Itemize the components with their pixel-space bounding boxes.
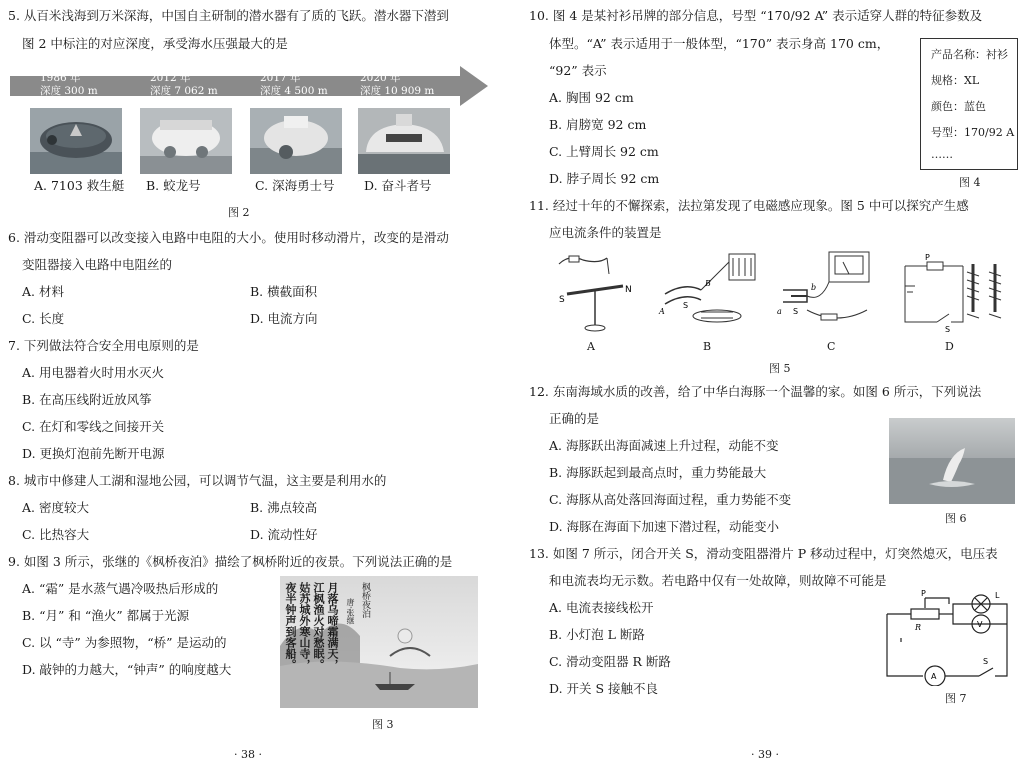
device-label-a: A [587,340,595,353]
q10-option-b: B. 肩膀宽 92 cm [549,117,647,132]
tag-line: 规格：XL [931,74,980,87]
figure-6-caption: 图 6 [945,512,967,525]
svg-text:S: S [683,301,689,310]
svg-text:b: b [811,283,817,292]
svg-text:V: V [977,620,983,629]
timeline-depth: 深度 10 909 m [360,85,435,97]
q6-option-d: D. 电流方向 [250,311,318,326]
poem-line: 姑苏城外寒山寺， [298,582,311,670]
q7-option-c: C. 在灯和零线之间接开关 [22,419,165,434]
tag-line: 号型：170/92 A [931,126,1015,139]
q12-option-d: D. 海豚在海面下加速下潜过程，动能变小 [549,519,780,534]
q13-option-c: C. 滑动变阻器 R 断路 [549,654,671,669]
svg-text:L: L [995,591,1000,600]
q12-stem-line2: 正确的是 [549,411,600,426]
q8-option-a: A. 密度较大 [22,500,89,515]
q7-option-d: D. 更换灯泡前先断开电源 [22,446,165,461]
svg-text:S: S [793,307,799,316]
poem-line: 江枫渔火对愁眠。 [312,582,325,670]
circuit-diagram-fig7 [883,590,1015,686]
timeline-depth: 深度 7 062 m [150,85,218,97]
figure-5-caption: 图 5 [769,362,791,375]
device-label-d: D [945,340,954,353]
svg-text:P: P [925,253,930,262]
device-label-c: C [827,340,836,353]
timeline-depth: 深度 4 500 m [260,85,328,97]
q7-option-b: B. 在高压线附近放风筝 [22,392,152,407]
timeline-entry [260,72,328,98]
q8-stem: 8. 城市中修建人工湖和湿地公园，可以调节气温，这主要是利用水的 [8,473,387,488]
q12-option-c: C. 海豚从高处落回海面过程，重力势能不变 [549,492,792,507]
q8-option-d: D. 流动性好 [250,527,318,542]
svg-text:a: a [777,307,782,316]
q10-stem-line2: 体型。“A” 表示适用于一般体型，“170” 表示身高 170 cm， [549,36,890,51]
figure-7-caption: 图 7 [945,692,967,705]
timeline-entry [150,72,218,98]
q7-stem: 7. 下列做法符合安全用电原则的是 [8,338,199,353]
tag-line: …… [931,148,953,161]
q5-stem-line1: 5. 从百米浅海到万米深海，中国自主研制的潜水器有了质的飞跃。潜水器下潜到 [8,8,449,23]
q11-stem-line2: 应电流条件的装置是 [549,225,662,240]
q10-stem-line3: “92” 表示 [549,63,607,78]
q6-option-a: A. 材料 [22,284,64,299]
q10-stem-line1: 10. 图 4 是某衬衫吊牌的部分信息，号型 “170/92 A” 表示适穿人群的特征参数及 [529,8,983,23]
poem-line: 月落乌啼霜满天， [326,582,339,670]
q6-option-c: C. 长度 [22,311,65,326]
svg-text:N: N [625,285,632,295]
dolphin-photo [889,418,1015,504]
timeline-entry [40,72,98,98]
timeline-year: 1986 年 [40,72,81,84]
q9-option-c: C. 以 “寺” 为参照物，“桥” 是运动的 [22,635,227,650]
q10-option-d: D. 脖子周长 92 cm [549,171,660,186]
svg-text:B: B [705,279,711,288]
q5-option-c: C. 深海勇士号 [255,178,335,193]
page-number-left: · 38 · [234,748,262,761]
q11-stem-line1: 11. 经过十年的不懈探索，法拉第发现了电磁感应现象。图 5 中可以探究产生感 [529,198,969,213]
q13-stem-line1: 13. 如图 7 所示，闭合开关 S，滑动变阻器滑片 P 移动过程中，灯突然熄灭，电压表 [529,546,998,561]
q5-option-a: A. 7103 救生艇 [34,178,125,193]
q10-option-c: C. 上臂周长 92 cm [549,144,659,159]
submersible-fendouzhe-photo [358,108,450,174]
svg-text:P: P [921,590,926,598]
device-label-b: B [703,340,712,353]
page-number-right: · 39 · [751,748,779,761]
q8-option-b: B. 沸点较高 [250,500,318,515]
timeline-year: 2012 年 [150,72,191,84]
svg-text:A: A [659,307,665,316]
q5-option-b: B. 蛟龙号 [146,178,201,193]
q5-stem-line2: 图 2 中标注的对应深度，承受海水压强最大的是 [22,36,288,51]
q8-option-c: C. 比热容大 [22,527,90,542]
right-page [505,0,1024,770]
svg-text:S: S [559,295,565,305]
poem-author: 唐·张继 [346,598,355,625]
figure-4-caption: 图 4 [959,176,981,189]
timeline-entry [360,72,434,98]
timeline-year: 2017 年 [260,72,301,84]
q13-option-d: D. 开关 S 接触不良 [549,681,659,696]
svg-text:S: S [983,657,989,666]
q9-option-d: D. 敲钟的力越大，“钟声” 的响度越大 [22,662,232,677]
q13-stem-line2: 和电流表均无示数。若电路中仅有一处故障，则故障不可能是 [549,573,887,588]
q13-option-b: B. 小灯泡 L 断路 [549,627,645,642]
q6-stem-line2: 变阻器接入电路中电阻丝的 [22,257,173,272]
tag-line: 产品名称：衬衫 [931,48,1008,61]
svg-text:A: A [931,672,937,681]
submersible-jiaolong-photo [140,108,232,174]
svg-text:S: S [945,325,951,334]
tag-line: 颜色：蓝色 [931,100,986,113]
timeline-year: 2020 年 [360,72,401,84]
device-d-electromagnet-circuit-icon [897,252,1007,334]
submersible-shenhai-yongshi-photo [250,108,342,174]
left-page [0,0,505,770]
q9-stem: 9. 如图 3 所示，张继的《枫桥夜泊》描绘了枫桥附近的夜景。下列说法正确的是 [8,554,453,569]
q10-option-a: A. 胸围 92 cm [549,90,634,105]
device-c-galvanometer-apparatus-icon [777,250,873,334]
device-a-compass-apparatus-icon [549,250,639,336]
q12-option-b: B. 海豚跃起到最高点时，重力势能最大 [549,465,767,480]
figure-3-caption: 图 3 [372,718,394,731]
q12-option-a: A. 海豚跃出海面减速上升过程，动能不变 [549,438,779,453]
q6-stem-line1: 6. 滑动变阻器可以改变接入电路中电阻的大小。使用时移动滑片，改变的是滑动 [8,230,449,245]
q9-option-a: A. “霜” 是水蒸气遇冷吸热后形成的 [22,581,219,596]
poem-line: 夜半钟声到客船。 [284,582,297,670]
figure-2-caption: 图 2 [228,206,250,219]
submersible-7103-photo [30,108,122,174]
device-b-coil-battery-apparatus-icon [655,252,759,332]
poem-title: 枫桥夜泊 [360,582,370,618]
q5-option-d: D. 奋斗者号 [364,178,432,193]
svg-text:R: R [915,623,922,632]
q7-option-a: A. 用电器着火时用水灭火 [22,365,164,380]
q12-stem-line1: 12. 东南海域水质的改善，给了中华白海豚一个温馨的家。如图 6 所示，下列说法 [529,384,982,399]
q13-option-a: A. 电流表接线松开 [549,600,654,615]
q6-option-b: B. 横截面积 [250,284,318,299]
q9-option-b: B. “月” 和 “渔火” 都属于光源 [22,608,190,623]
timeline-depth: 深度 300 m [40,85,98,97]
shirt-tag-box [920,38,1018,170]
